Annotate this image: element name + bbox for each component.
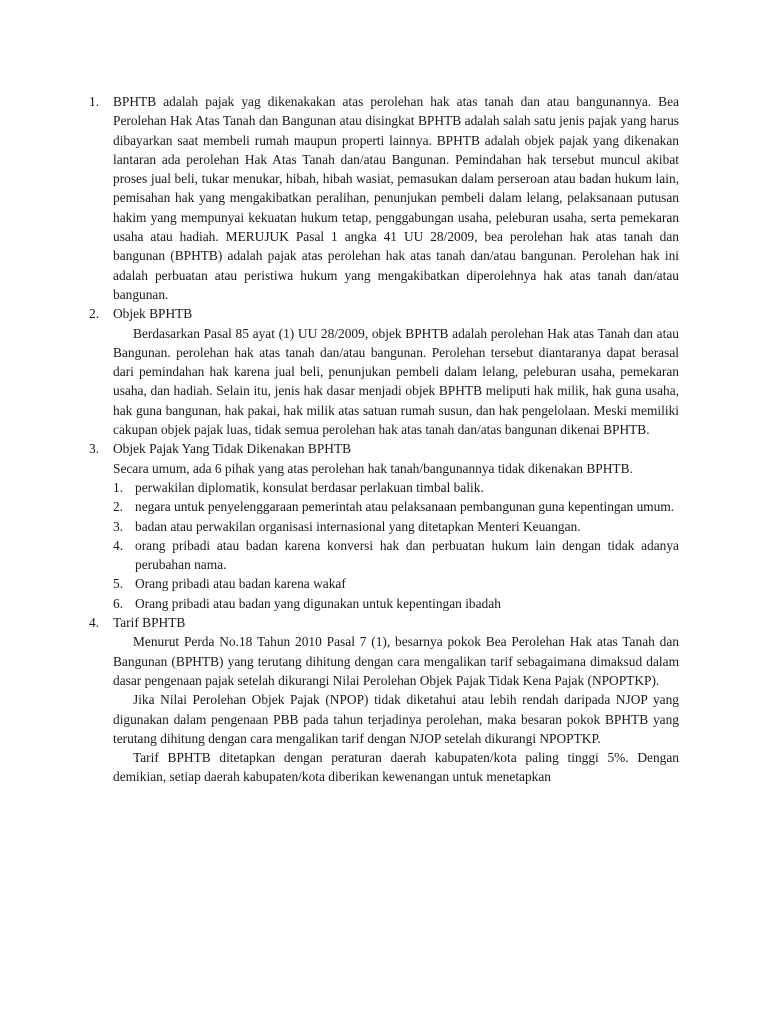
section-number: 1.: [89, 94, 100, 109]
list-item: [113, 478, 679, 497]
list-item-text: Orang pribadi atau badan karena wakaf: [135, 576, 346, 592]
list-item-number: 6.: [113, 595, 124, 611]
section-intro: Secara umum, ada 6 pihak yang atas perolehan hak tanah/bangunannya tidak dikenakan BPHTB.: [113, 460, 633, 476]
list-item: [113, 594, 679, 613]
list-item-number: 3.: [113, 518, 124, 534]
list-item-text: negara untuk penyelenggaraan pemerintah atau pelaksanaan pembangunan guna kepentingan umum.: [135, 499, 675, 515]
list-item-text: Orang pribadi atau badan yang digunakan untuk kepentingan ibadah: [135, 595, 501, 611]
list-item: [113, 574, 679, 593]
section-2: [89, 304, 679, 439]
section-text: BPHTB adalah pajak yag dikenakakan atas perolehan hak atas tanah dan atau bangunannya. Bea Perolehan Hak Atas Tanah dan Bangunan atau disingkat BPHTB adalah salah satu jenis pajak yang harus dibayarkan saat membeli rumah maupun properti lainnya. BPHTB adalah objek pajak yang dikenakan lantaran ada perolehan Hak Atas Tanah dan/atau Bangunan. Pemindahan hak tersebut muncul akibat proses jual beli, tukar menukar, hibah, hibah wasiat, pemasukan dalam perseroan atau badan hukum lain, pemisahan hak yang mengakibatkan peralihan, penunjukan pembeli dalam lelang, pelaksanaan putusan hakim yang mempunyai kekuatan hukum tetap, penggabungan usaha, peleburan usaha, serta pemekaran usaha atau hadiah. MERUJUK Pasal 1 angka 41 UU 28/2009, bea perolehan hak atas tanah dan bangunan (BPHTB) adalah pajak atas perolehan hak atas tanah dan/atau bangunan. Perolehan hak ini adalah perbuatan atau peristiwa hukum yang mengakibatkan diperolehnya hak atas tanah dan/atau bangunan.: [113, 94, 679, 302]
document-body: [89, 92, 679, 787]
list-item-text: orang pribadi atau badan karena konversi hak dan perbuatan hukum lain dengan tidak adanya perubahan nama.: [135, 537, 679, 573]
section-title: Objek BPHTB: [113, 306, 193, 322]
list-item: [113, 517, 679, 536]
section-paragraph: Tarif BPHTB ditetapkan dengan peraturan daerah kabupaten/kota paling tinggi 5%. Dengan demikian, setiap daerah kabupaten/kota diberikan kewenangan untuk menetapkan: [113, 750, 679, 785]
section-number: 4.: [89, 615, 100, 631]
section-text: Berdasarkan Pasal 85 ayat (1) UU 28/2009, objek BPHTB adalah perolehan Hak atas Tanah dan atau Bangunan. perolehan hak atas tanah dan/atau bangunan. Perolehan tersebut diantaranya dapat berasal dari pemindahan hak karena jual beli, penunjukan pembeli dalam lelang, peleburan usaha, pemekaran usaha, dan hadiah. Selain itu, jenis hak dasar menjadi objek BPHTB meliputi hak milik, hak guna usaha, hak guna bangunan, hak pakai, hak milik atas satuan rumah susun, dan hak pengelolaan. Meski memiliki cakupan objek pajak luas, tidak semua perolehan hak atas tanah dan/atas bangunan dikenai BPHTB.: [113, 325, 679, 438]
list-item-number: 1.: [113, 479, 124, 495]
section-title: Objek Pajak Yang Tidak Dikenakan BPHTB: [113, 441, 352, 457]
section-1: [89, 92, 679, 304]
section-4: [89, 613, 679, 787]
list-item: [113, 536, 679, 575]
section-paragraph: Menurut Perda No.18 Tahun 2010 Pasal 7 (1), besarnya pokok Bea Perolehan Hak atas Tanah dan Bangunan (BPHTB) yang terutang dihitung dengan cara mengalikan tarif sebagaimana dimaksud dalam dasar pengenaan pajak setelah dikurangi Nilai Perolehan Objek Pajak Tidak Kena Pajak (NPOPTKP).: [113, 634, 679, 688]
section-3: [89, 439, 679, 613]
list-item-number: 2.: [113, 499, 124, 515]
list-item-text: perwakilan diplomatik, konsulat berdasar perlakuan timbal balik.: [135, 479, 484, 495]
section-number: 3.: [89, 441, 100, 457]
section-title: Tarif BPHTB: [113, 615, 186, 631]
list-item-number: 5.: [113, 576, 124, 592]
list-item-number: 4.: [113, 537, 124, 553]
section-paragraph: Jika Nilai Perolehan Objek Pajak (NPOP) tidak diketahui atau lebih rendah daripada NJOP yang digunakan dalam pengenaan PBB pada tahun terjadinya perolehan, maka besaran pokok BPHTB yang terutang dihitung dengan cara mengalikan tarif dengan NJOP setelah dikurangi NPOPTKP.: [113, 692, 679, 746]
list-item-text: badan atau perwakilan organisasi internasional yang ditetapkan Menteri Keuangan.: [135, 518, 581, 534]
section-number: 2.: [89, 306, 100, 322]
list-item: [113, 497, 679, 516]
